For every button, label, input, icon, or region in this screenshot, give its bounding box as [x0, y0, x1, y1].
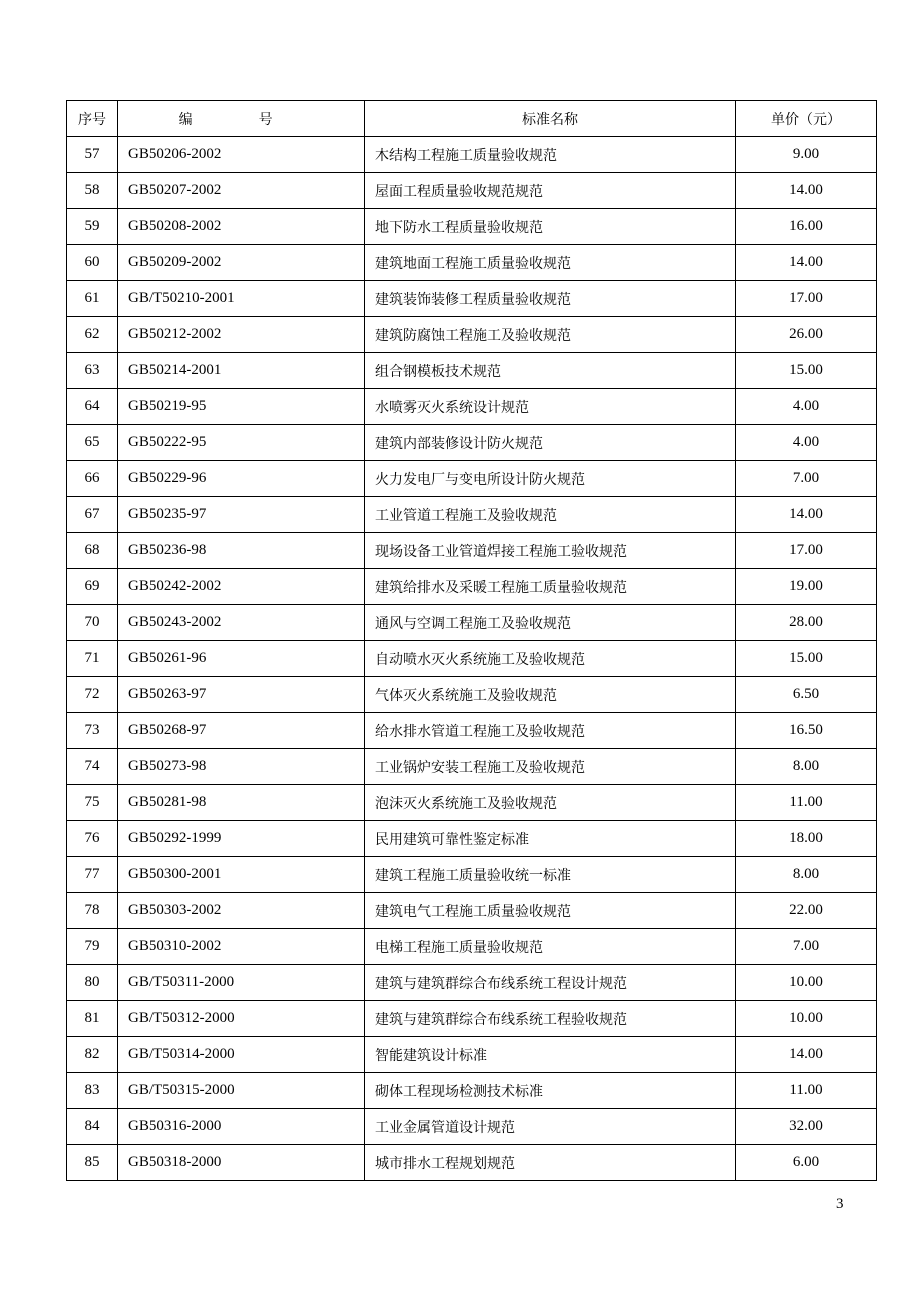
cell-seq: 70	[67, 605, 118, 641]
cell-price: 19.00	[736, 569, 877, 605]
cell-name: 自动喷水灭火系统施工及验收规范	[365, 641, 736, 677]
cell-name: 建筑与建筑群综合布线系统工程设计规范	[365, 965, 736, 1001]
cell-price: 11.00	[736, 785, 877, 821]
cell-price: 7.00	[736, 929, 877, 965]
standards-price-table	[66, 100, 877, 1181]
cell-code: GB50243-2002	[118, 605, 365, 641]
cell-code: GB50310-2002	[118, 929, 365, 965]
table-row	[67, 785, 877, 821]
table-row	[67, 605, 877, 641]
cell-name: 水喷雾灭火系统设计规范	[365, 389, 736, 425]
cell-name: 木结构工程施工质量验收规范	[365, 137, 736, 173]
cell-seq: 58	[67, 173, 118, 209]
cell-code: GB50263-97	[118, 677, 365, 713]
cell-name: 组合钢模板技术规范	[365, 353, 736, 389]
cell-seq: 84	[67, 1109, 118, 1145]
cell-price: 8.00	[736, 857, 877, 893]
header-seq: 序号	[67, 101, 118, 137]
table-row	[67, 857, 877, 893]
table-header-row	[67, 101, 877, 137]
cell-seq: 65	[67, 425, 118, 461]
cell-code: GB50219-95	[118, 389, 365, 425]
cell-price: 14.00	[736, 497, 877, 533]
cell-name: 工业管道工程施工及验收规范	[365, 497, 736, 533]
cell-name: 通风与空调工程施工及验收规范	[365, 605, 736, 641]
cell-seq: 77	[67, 857, 118, 893]
cell-code: GB50318-2000	[118, 1145, 365, 1181]
cell-price: 26.00	[736, 317, 877, 353]
cell-seq: 85	[67, 1145, 118, 1181]
table-row	[67, 965, 877, 1001]
cell-code: GB50242-2002	[118, 569, 365, 605]
cell-price: 8.00	[736, 749, 877, 785]
table-row	[67, 173, 877, 209]
cell-price: 17.00	[736, 281, 877, 317]
cell-seq: 83	[67, 1073, 118, 1109]
cell-code: GB50208-2002	[118, 209, 365, 245]
cell-code: GB50300-2001	[118, 857, 365, 893]
cell-price: 16.00	[736, 209, 877, 245]
cell-code: GB50273-98	[118, 749, 365, 785]
cell-price: 18.00	[736, 821, 877, 857]
cell-code: GB50209-2002	[118, 245, 365, 281]
cell-code: GB/T50311-2000	[118, 965, 365, 1001]
cell-price: 7.00	[736, 461, 877, 497]
cell-price: 15.00	[736, 353, 877, 389]
table-row	[67, 497, 877, 533]
cell-code: GB50212-2002	[118, 317, 365, 353]
cell-price: 14.00	[736, 1037, 877, 1073]
table-row	[67, 713, 877, 749]
cell-name: 工业金属管道设计规范	[365, 1109, 736, 1145]
table-row	[67, 893, 877, 929]
cell-name: 建筑装饰装修工程质量验收规范	[365, 281, 736, 317]
cell-price: 16.50	[736, 713, 877, 749]
cell-seq: 68	[67, 533, 118, 569]
cell-seq: 67	[67, 497, 118, 533]
cell-name: 地下防水工程质量验收规范	[365, 209, 736, 245]
table-row	[67, 1109, 877, 1145]
cell-seq: 69	[67, 569, 118, 605]
cell-price: 4.00	[736, 425, 877, 461]
table-row	[67, 209, 877, 245]
cell-code: GB/T50314-2000	[118, 1037, 365, 1073]
cell-code: GB50235-97	[118, 497, 365, 533]
cell-seq: 72	[67, 677, 118, 713]
header-code: 编 号	[118, 101, 365, 137]
table-row	[67, 641, 877, 677]
cell-code: GB50207-2002	[118, 173, 365, 209]
cell-name: 建筑给排水及采暖工程施工质量验收规范	[365, 569, 736, 605]
cell-price: 14.00	[736, 173, 877, 209]
cell-name: 建筑电气工程施工质量验收规范	[365, 893, 736, 929]
cell-seq: 74	[67, 749, 118, 785]
cell-name: 民用建筑可靠性鉴定标准	[365, 821, 736, 857]
cell-code: GB50214-2001	[118, 353, 365, 389]
table-row	[67, 1037, 877, 1073]
cell-seq: 61	[67, 281, 118, 317]
cell-price: 15.00	[736, 641, 877, 677]
table-row	[67, 353, 877, 389]
table-row	[67, 1073, 877, 1109]
cell-name: 屋面工程质量验收规范规范	[365, 173, 736, 209]
cell-name: 泡沫灭火系统施工及验收规范	[365, 785, 736, 821]
cell-code: GB50268-97	[118, 713, 365, 749]
cell-seq: 57	[67, 137, 118, 173]
cell-name: 给水排水管道工程施工及验收规范	[365, 713, 736, 749]
table-row	[67, 389, 877, 425]
cell-seq: 80	[67, 965, 118, 1001]
table-row	[67, 821, 877, 857]
cell-price: 6.00	[736, 1145, 877, 1181]
cell-name: 工业锅炉安装工程施工及验收规范	[365, 749, 736, 785]
cell-price: 4.00	[736, 389, 877, 425]
table-row	[67, 245, 877, 281]
cell-code: GB50222-95	[118, 425, 365, 461]
table-body	[67, 137, 877, 1181]
table-row	[67, 137, 877, 173]
cell-seq: 78	[67, 893, 118, 929]
cell-name: 砌体工程现场检测技术标准	[365, 1073, 736, 1109]
table-row	[67, 461, 877, 497]
cell-name: 智能建筑设计标准	[365, 1037, 736, 1073]
cell-name: 气体灭火系统施工及验收规范	[365, 677, 736, 713]
table-row	[67, 317, 877, 353]
cell-price: 6.50	[736, 677, 877, 713]
cell-code: GB/T50312-2000	[118, 1001, 365, 1037]
cell-name: 建筑工程施工质量验收统一标准	[365, 857, 736, 893]
cell-price: 9.00	[736, 137, 877, 173]
cell-name: 城市排水工程规划规范	[365, 1145, 736, 1181]
cell-price: 28.00	[736, 605, 877, 641]
cell-seq: 76	[67, 821, 118, 857]
cell-seq: 73	[67, 713, 118, 749]
cell-name: 建筑防腐蚀工程施工及验收规范	[365, 317, 736, 353]
cell-code: GB50292-1999	[118, 821, 365, 857]
cell-name: 现场设备工业管道焊接工程施工验收规范	[365, 533, 736, 569]
cell-seq: 62	[67, 317, 118, 353]
cell-price: 22.00	[736, 893, 877, 929]
cell-seq: 79	[67, 929, 118, 965]
cell-price: 11.00	[736, 1073, 877, 1109]
cell-code: GB50303-2002	[118, 893, 365, 929]
cell-price: 10.00	[736, 965, 877, 1001]
cell-price: 10.00	[736, 1001, 877, 1037]
cell-name: 火力发电厂与变电所设计防火规范	[365, 461, 736, 497]
table-row	[67, 749, 877, 785]
cell-price: 17.00	[736, 533, 877, 569]
table-row	[67, 569, 877, 605]
cell-seq: 60	[67, 245, 118, 281]
header-name: 标准名称	[365, 101, 736, 137]
table-row	[67, 677, 877, 713]
cell-code: GB50236-98	[118, 533, 365, 569]
header-price: 单价（元）	[736, 101, 877, 137]
cell-code: GB50261-96	[118, 641, 365, 677]
cell-seq: 75	[67, 785, 118, 821]
cell-seq: 64	[67, 389, 118, 425]
table-row	[67, 533, 877, 569]
table-row	[67, 425, 877, 461]
cell-seq: 82	[67, 1037, 118, 1073]
cell-seq: 71	[67, 641, 118, 677]
table-row	[67, 1145, 877, 1181]
table-row	[67, 1001, 877, 1037]
cell-code: GB50229-96	[118, 461, 365, 497]
table-row	[67, 281, 877, 317]
cell-name: 电梯工程施工质量验收规范	[365, 929, 736, 965]
cell-price: 32.00	[736, 1109, 877, 1145]
cell-seq: 81	[67, 1001, 118, 1037]
cell-seq: 59	[67, 209, 118, 245]
cell-price: 14.00	[736, 245, 877, 281]
cell-code: GB/T50315-2000	[118, 1073, 365, 1109]
table-row	[67, 929, 877, 965]
cell-code: GB50316-2000	[118, 1109, 365, 1145]
cell-name: 建筑内部装修设计防火规范	[365, 425, 736, 461]
cell-seq: 66	[67, 461, 118, 497]
page-number: 3	[836, 1196, 844, 1212]
cell-code: GB50206-2002	[118, 137, 365, 173]
cell-code: GB50281-98	[118, 785, 365, 821]
cell-name: 建筑地面工程施工质量验收规范	[365, 245, 736, 281]
cell-name: 建筑与建筑群综合布线系统工程验收规范	[365, 1001, 736, 1037]
cell-code: GB/T50210-2001	[118, 281, 365, 317]
cell-seq: 63	[67, 353, 118, 389]
